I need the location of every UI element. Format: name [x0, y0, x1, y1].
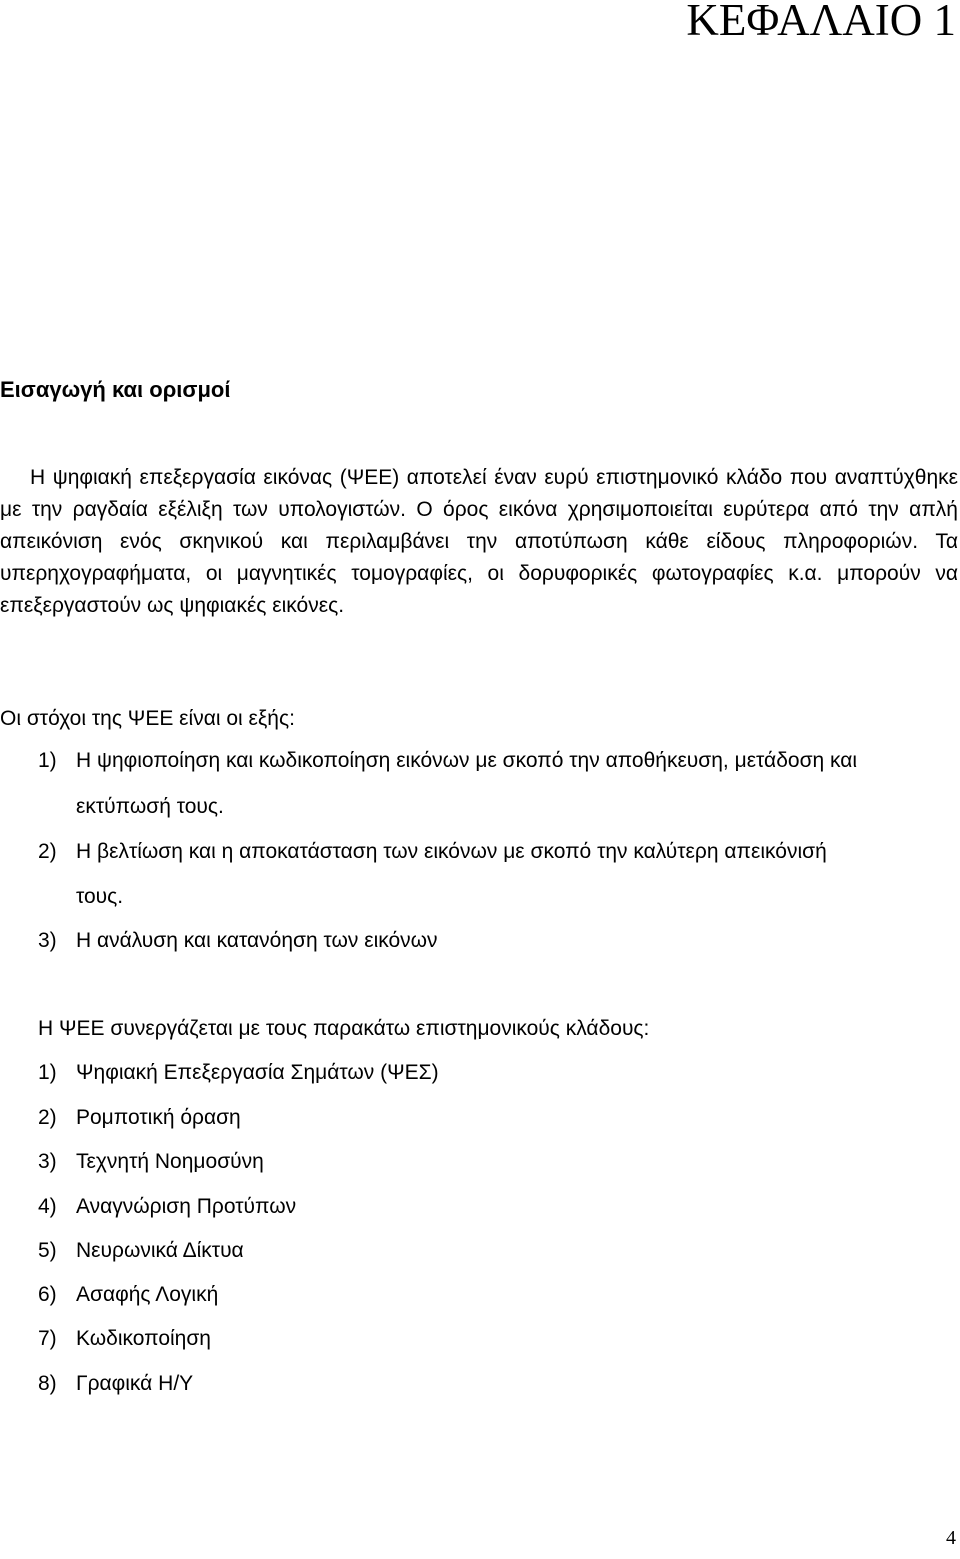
- field-number: 2): [38, 1106, 57, 1129]
- goal-text: Η ψηφιοποίηση και κωδικοποίηση εικόνων με σκοπό την αποθήκευση, μετάδοση και: [76, 749, 858, 772]
- field-item: [38, 1327, 211, 1351]
- goal-number: 1): [38, 749, 57, 772]
- field-number: 5): [38, 1239, 57, 1262]
- field-number: 3): [38, 1150, 57, 1173]
- goal-number: 2): [38, 840, 57, 863]
- goal-item-3: [38, 929, 438, 953]
- field-item: [38, 1239, 244, 1263]
- field-number: 7): [38, 1327, 57, 1350]
- field-label: Ψηφιακή Επεξεργασία Σημάτων (ΨΕΣ): [76, 1061, 439, 1084]
- goal-item-2-cont: [76, 885, 123, 909]
- intro-paragraph-text: Η ψηφιακή επεξεργασία εικόνας (ΨΕΕ) αποτελεί έναν ευρύ επιστημονικό κλάδο που αναπτύχθηκε με την ραγδαία εξέλιξη των υπολογιστών. Ο όρος εικόνα χρησιμοποιείται ευρύτερα από την απλή απεικόνιση ενός σκηνικού και περιλαμβάνει την αποτύπωση κάθε είδους πληροφοριών. Τα υπερηχογραφήματα, οι μαγνητικές τομογραφίες, οι δορυφορικές φωτογραφίες κ.α. μπορούν να επεξεργαστούν ως ψηφιακές εικόνες.: [0, 466, 958, 617]
- field-label: Αναγνώριση Προτύπων: [76, 1195, 297, 1218]
- field-item: [38, 1372, 193, 1396]
- field-label: Κωδικοποίηση: [76, 1327, 211, 1350]
- goal-text-cont: εκτύπωσή τους.: [76, 795, 224, 818]
- section-heading: Εισαγωγή και ορισμοί: [0, 377, 231, 402]
- page-number: 4: [946, 1527, 956, 1549]
- field-item: [38, 1283, 218, 1307]
- field-label: Ασαφής Λογική: [76, 1283, 219, 1306]
- field-label: Νευρωνικά Δίκτυα: [76, 1239, 244, 1262]
- goal-text: Η ανάλυση και κατανόηση των εικόνων: [76, 929, 438, 952]
- goals-intro: Οι στόχοι της ΨΕΕ είναι οι εξής:: [0, 707, 295, 730]
- field-number: 4): [38, 1195, 57, 1218]
- chapter-title: ΚΕΦΑΛΑΙΟ 1: [686, 0, 956, 45]
- goal-text: Η βελτίωση και η αποκατάσταση των εικόνων με σκοπό την καλύτερη απεικόνισή: [76, 840, 827, 863]
- intro-paragraph: [0, 462, 958, 622]
- goal-text-cont: τους.: [76, 885, 124, 908]
- field-item: [38, 1061, 439, 1085]
- field-number: 6): [38, 1283, 57, 1306]
- field-number: 8): [38, 1372, 57, 1395]
- goal-item-2: [38, 840, 827, 864]
- field-number: 1): [38, 1061, 57, 1084]
- fields-intro: Η ΨΕΕ συνεργάζεται με τους παρακάτω επιστημονικούς κλάδους:: [38, 1017, 650, 1040]
- field-label: Ρομποτική όραση: [76, 1106, 241, 1129]
- field-label: Τεχνητή Νοημοσύνη: [76, 1150, 264, 1173]
- field-item: [38, 1150, 264, 1174]
- goal-item-1: [38, 749, 857, 773]
- field-item: [38, 1195, 296, 1219]
- field-item: [38, 1106, 241, 1130]
- goal-item-1-cont: [76, 795, 224, 819]
- goal-number: 3): [38, 929, 57, 952]
- field-label: Γραφικά Η/Υ: [76, 1372, 194, 1395]
